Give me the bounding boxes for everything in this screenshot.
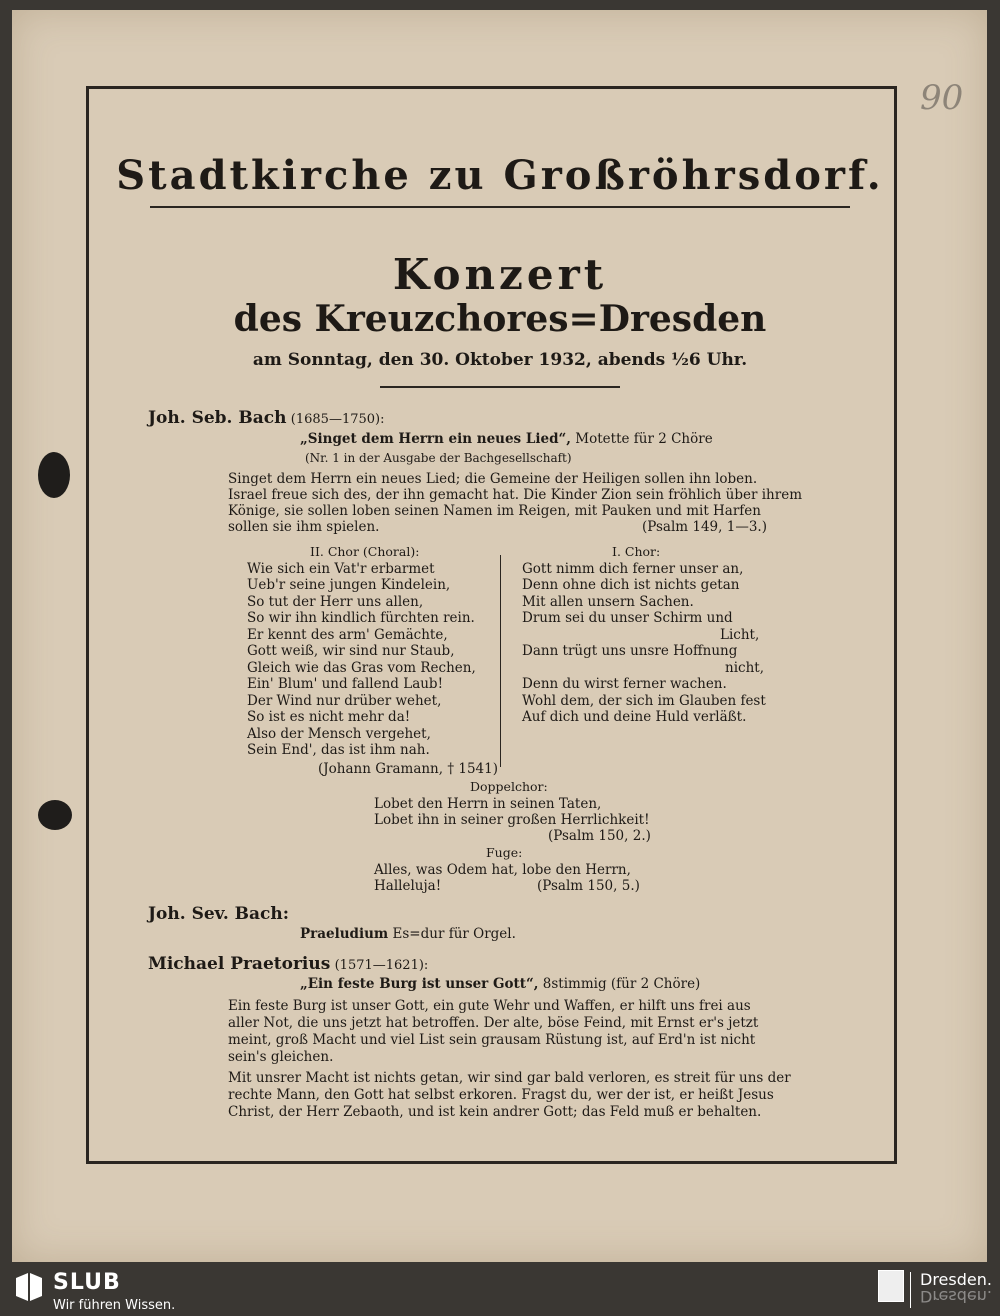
punch-hole-top	[38, 452, 70, 498]
piece3-para1-line: meint, groß Macht und viel List sein grausam Rüstung ist, auf Erd'n ist nicht	[228, 1032, 756, 1048]
page-mark: 90	[920, 78, 964, 118]
piece3-composer: Michael Praetorius	[148, 954, 331, 974]
choir2-line: Er kennt des arm' Gemächte,	[247, 627, 448, 643]
choir1-line: Wohl dem, der sich im Glauben fest	[522, 693, 766, 709]
piece1-intro-line: Singet dem Herrn ein neues Lied; die Gemeine der Heiligen sollen ihn loben.	[228, 471, 758, 487]
choir1-line: Denn du wirst ferner wachen.	[522, 676, 727, 692]
piece1-work-title: „Singet dem Herrn ein neues Lied“,	[300, 431, 571, 447]
piece1-composer: Joh. Seb. Bach	[148, 408, 287, 428]
church-title: Stadtkirche zu Großröhrsdorf.	[116, 152, 884, 199]
piece1-intro-line: Könige, sie sollen loben seinen Namen im Reigen, mit Pauken und mit Harfen	[228, 503, 761, 519]
choir2-line: Sein End', das ist ihm nah.	[247, 742, 430, 758]
fugue-line: Alles, was Odem hat, lobe den Herrn,	[374, 862, 631, 878]
slub-logo-icon	[14, 1270, 44, 1304]
choir2-line: Gleich wie das Gras vom Rechen,	[247, 660, 476, 676]
piece1-intro-ref: (Psalm 149, 1—3.)	[642, 519, 767, 535]
choir2-line: So tut der Herr uns allen,	[247, 594, 424, 610]
piece3-para2-line: rechte Mann, den Gott hat selbst erkoren. Fragst du, wer der ist, er heißt Jesus	[228, 1087, 774, 1103]
choir2-line: Gott weiß, wir sind nur Staub,	[247, 643, 455, 659]
choir2-line: Also der Mensch vergehet,	[247, 726, 431, 742]
choir1-line: Dann trügt uns unsre Hoffnung	[522, 643, 738, 659]
choir1-line: Auf dich und deine Huld verläßt.	[522, 709, 747, 725]
footer-separator	[910, 1272, 911, 1308]
piece1-intro-line: sollen sie ihm spielen.	[228, 519, 380, 535]
double-choir-line: Lobet ihn in seiner großen Herrlichkeit!	[374, 812, 650, 828]
library-name: SLUB	[53, 1270, 121, 1295]
fugue-last: Halleluja!	[374, 878, 442, 894]
choir2-heading: II. Chor (Choral):	[310, 544, 420, 559]
piece2-composer: Joh. Sev. Bach:	[148, 904, 290, 924]
city-name: Dresden.	[920, 1270, 992, 1289]
piece2-work-desc: Es=dur für Orgel.	[392, 926, 516, 942]
fugue-heading: Fuge:	[486, 845, 523, 860]
column-divider	[500, 555, 501, 767]
double-choir-line: Lobet den Herrn in seinen Taten,	[374, 796, 602, 812]
piece3-composer-line	[148, 956, 428, 974]
piece2-work-title: Praeludium	[300, 926, 389, 942]
piece3-para2-line: Christ, der Herr Zebaoth, und ist kein andrer Gott; das Feld muß er behalten.	[228, 1104, 762, 1120]
title-rule	[150, 206, 850, 208]
piece1-years: (1685—1750):	[290, 412, 385, 427]
piece2-work-line	[300, 926, 516, 942]
choir1-line: Gott nimm dich ferner unser an,	[522, 561, 744, 577]
choir1-line: nicht,	[725, 660, 764, 676]
piece1-composer-line	[148, 410, 385, 428]
piece1-intro-line: Israel freue sich des, der ihn gemacht hat. Die Kinder Zion sein fröhlich über ihrem	[228, 487, 802, 503]
choir2-line: Der Wind nur drüber wehet,	[247, 693, 442, 709]
piece1-edition: (Nr. 1 in der Ausgabe der Bachgesellschaft)	[305, 451, 572, 465]
choir2-line: Ueb'r seine jungen Kindelein,	[247, 577, 451, 593]
piece3-para1-line: sein's gleichen.	[228, 1049, 334, 1065]
piece3-para1-line: aller Not, die uns jetzt hat betroffen. Der alte, böse Feind, mit Ernst er's jetzt	[228, 1015, 759, 1031]
double-choir-ref: (Psalm 150, 2.)	[548, 828, 651, 844]
choir2-line: So ist es nicht mehr da!	[247, 709, 411, 725]
piece3-work-title: „Ein feste Burg ist unser Gott“,	[300, 976, 539, 992]
piece1-work-line	[300, 431, 713, 447]
piece3-work-desc: 8stimmig (für 2 Chöre)	[542, 976, 701, 992]
choir2-author: (Johann Gramann, † 1541)	[318, 761, 499, 777]
fugue-ref: (Psalm 150, 5.)	[537, 878, 640, 894]
double-choir-heading: Doppelchor:	[470, 779, 548, 794]
piece3-para2-line: Mit unsrer Macht ist nichts getan, wir sind gar bald verloren, es streit für uns der	[228, 1070, 791, 1086]
piece3-years: (1571—1621):	[334, 958, 429, 973]
choir1-line: Licht,	[720, 627, 760, 643]
piece3-work-line	[300, 976, 700, 992]
choir1-heading: I. Chor:	[612, 544, 661, 559]
piece3-para1-line: Ein feste Burg ist unser Gott, ein gute Wehr und Waffen, er hilft uns frei aus	[228, 998, 751, 1014]
choir2-line: Wie sich ein Vat'r erbarmet	[247, 561, 435, 577]
dresden-crest-icon	[878, 1270, 904, 1302]
piece1-work-desc: Motette für 2 Chöre	[575, 431, 713, 447]
choir2-line: So wir ihn kindlich fürchten rein.	[247, 610, 475, 626]
choir1-line: Denn ohne dich ist nichts getan	[522, 577, 740, 593]
choir2-line: Ein' Blum' und fallend Laub!	[247, 676, 444, 692]
choir1-line: Drum sei du unser Schirm und	[522, 610, 733, 626]
library-tagline: Wir führen Wissen.	[53, 1298, 176, 1313]
choir-heading: des Kreuzchores=Dresden	[233, 298, 767, 340]
date-rule	[380, 386, 620, 388]
punch-hole-bottom	[38, 800, 72, 830]
city-name-reflection: Dresden.	[920, 1287, 992, 1306]
choir1-line: Mit allen unsern Sachen.	[522, 594, 694, 610]
concert-date: am Sonntag, den 30. Oktober 1932, abends ½6 Uhr.	[252, 350, 748, 370]
concert-heading: Konzert	[392, 250, 608, 299]
